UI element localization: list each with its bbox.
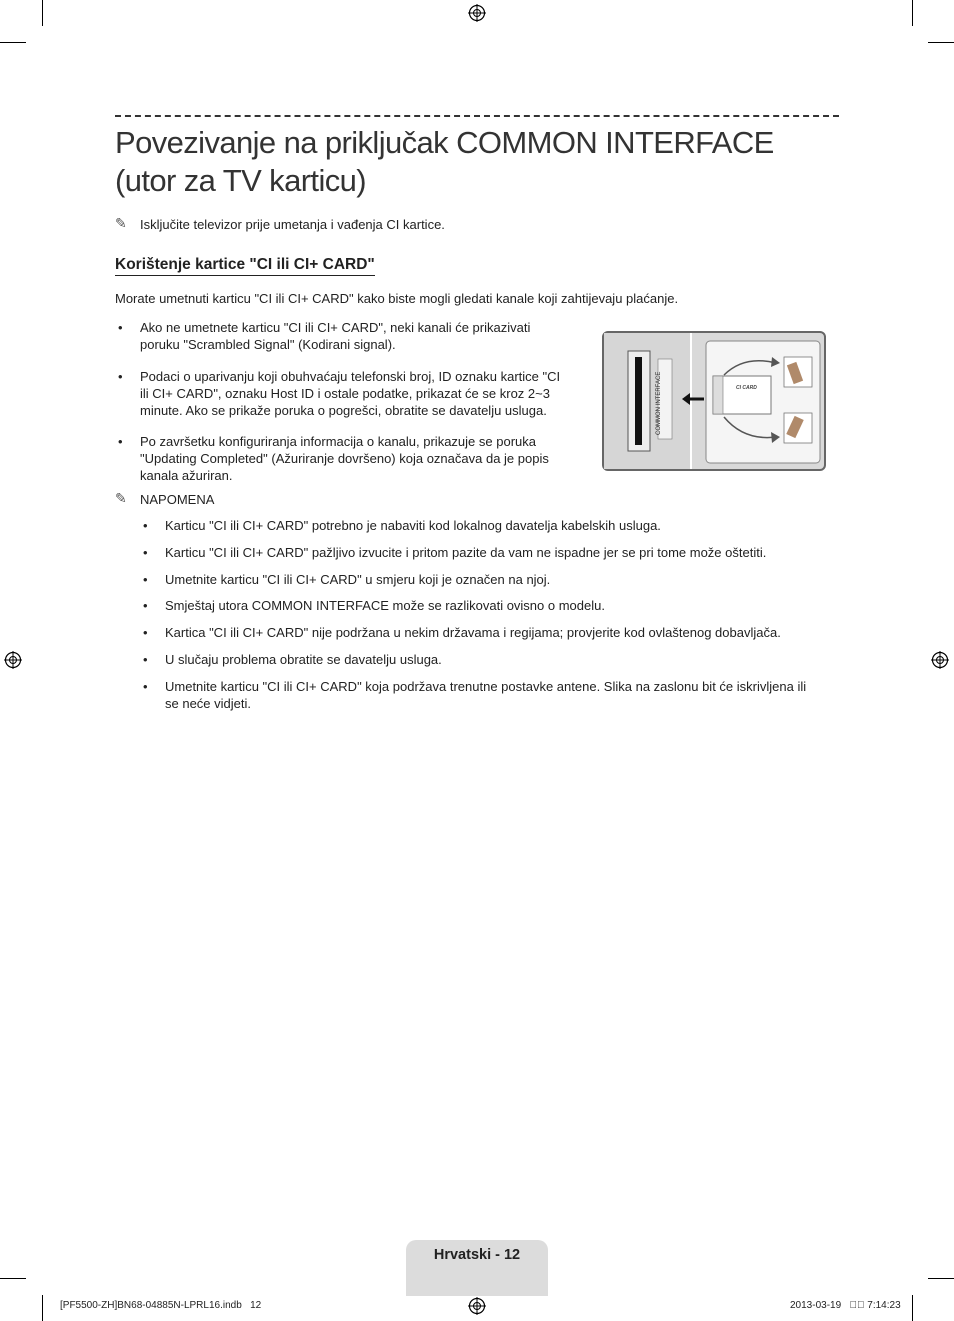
ci-slot-diagram (604, 333, 824, 469)
note-line: Umetnite karticu "CI ili CI+ CARD" u smjeru koji je označen na njoj. (165, 572, 551, 587)
registration-mark-icon (468, 1297, 486, 1315)
crop-mark (0, 1278, 26, 1279)
intro-paragraph: Morate umetnuti karticu "CI ili CI+ CARD" kako biste mogli gledati kanale koji zahtijevaju plaćanje. (115, 291, 679, 306)
bullet-line: poruku "Scrambled Signal" (Kodirani signal). (140, 337, 396, 352)
top-note: Isključite televizor prije umetanja i vađenja CI kartice. (140, 217, 445, 232)
crop-mark (928, 42, 954, 43)
crop-mark (0, 42, 26, 43)
bullet-line: Podaci o uparivanju koji obuhvaćaju telefonski broj, ID oznaku kartice "CI (140, 369, 561, 384)
page-number: Hrvatski - 12 (433, 1247, 521, 1263)
title-line-1: Povezivanje na priključak COMMON INTERFACE (115, 125, 774, 160)
footer-timestamp: 2013-03-19 ￿￿ 7:14:23 (790, 1300, 901, 1311)
list-item: • Po završetku konfiguriranja informacija o kanalu, prikazuje se poruka "Updating Completed" (Ažuriranje dovršeno) koja označava da je popis kanala ažuriran. (140, 433, 580, 484)
registration-mark-icon (468, 4, 486, 22)
slot-label: COMMON INTERFACE (656, 371, 662, 435)
napomena-label: NAPOMENA (140, 492, 215, 507)
page-title (115, 124, 855, 200)
note-line: Umetnite karticu "CI ili CI+ CARD" koja podržava trenutne postavke antene. Slika na zaslonu bit će iskrivljena ili (165, 679, 807, 694)
title-rule (115, 115, 839, 117)
crop-mark (928, 1278, 954, 1279)
crop-mark (912, 0, 913, 26)
note-line: Karticu "CI ili CI+ CARD" pažljivo izvucite i pritom pazite da vam ne ispadne jer se pri tome može oštetiti. (165, 545, 767, 560)
napomena-pencil-icon: ✎ (115, 490, 127, 506)
list-item: • Podaci o uparivanju koji obuhvaćaju telefonski broj, ID oznaku kartice "CI ili CI+ CARD", oznaku Host ID i ostale podatke, prikazat će se kroz 2~3 minute. Ako se prikaže poruka o pogrešci, obratite se davatelju usluga. (140, 368, 590, 419)
ci-card-illustration (602, 331, 826, 471)
section-heading: Korištenje kartice "CI ili CI+ CARD" (115, 256, 375, 276)
note-pencil-icon: ✎ (115, 215, 127, 231)
bullet-line: Po završetku konfiguriranja informacija o kanalu, prikazuje se poruka (140, 434, 536, 449)
note-line: Kartica "CI ili CI+ CARD" nije podržana u nekim državama i regijama; provjerite kod ovlaštenog dobavljača. (165, 625, 781, 640)
list-item: • Karticu "CI ili CI+ CARD" potrebno je nabaviti kod lokalnog davatelja kabelskih usluga. (165, 517, 835, 534)
list-item: • Kartica "CI ili CI+ CARD" nije podržana u nekim državama i regijama; provjerite kod ovlaštenog dobavljača. (165, 624, 835, 641)
note-line: se neće vidjeti. (165, 696, 251, 711)
registration-mark-icon (4, 651, 22, 669)
note-line: U slučaju problema obratite se davatelju usluga. (165, 652, 442, 667)
footer-file-info: [PF5500-ZH]BN68-04885N-LPRL16.indb 12 (60, 1300, 262, 1311)
bullet-line: "Updating Completed" (Ažuriranje dovršeno) koja označava da je popis (140, 451, 549, 466)
note-line: Smještaj utora COMMON INTERFACE može se razlikovati ovisno o modelu. (165, 598, 605, 613)
list-item: • Ako ne umetnete karticu "CI ili CI+ CARD", neki kanali će prikazivati poruku "Scrambled Signal" (Kodirani signal). (140, 319, 580, 353)
bullet-line: ili CI+ CARD", oznaku Host ID i ostale podatke, prikazat će se kroz 2~3 (140, 386, 550, 401)
bullet-line: Ako ne umetnete karticu "CI ili CI+ CARD", neki kanali će prikazivati (140, 320, 531, 335)
bullet-line: minute. Ako se prikaže poruka o pogrešci, obratite se davatelju usluga. (140, 403, 547, 418)
bullet-line: kanala ažuriran. (140, 468, 233, 483)
crop-mark (42, 0, 43, 26)
card-label: CI CARD (736, 385, 757, 391)
crop-mark (42, 1295, 43, 1321)
crop-mark (912, 1295, 913, 1321)
registration-mark-icon (931, 651, 949, 669)
list-item: • Karticu "CI ili CI+ CARD" pažljivo izvucite i pritom pazite da vam ne ispadne jer se pri tome može oštetiti. (165, 544, 835, 561)
list-item: • Smještaj utora COMMON INTERFACE može se razlikovati ovisno o modelu. (165, 597, 835, 614)
note-line: Karticu "CI ili CI+ CARD" potrebno je nabaviti kod lokalnog davatelja kabelskih usluga. (165, 518, 661, 533)
title-line-2: (utor za TV karticu) (115, 163, 367, 198)
list-item: • U slučaju problema obratite se davatelju usluga. (165, 651, 835, 668)
list-item: • Umetnite karticu "CI ili CI+ CARD" koja podržava trenutne postavke antene. Slika na zaslonu bit će iskrivljena ili se neće vidjeti. (165, 678, 835, 712)
list-item: • Umetnite karticu "CI ili CI+ CARD" u smjeru koji je označen na njoj. (165, 571, 835, 588)
